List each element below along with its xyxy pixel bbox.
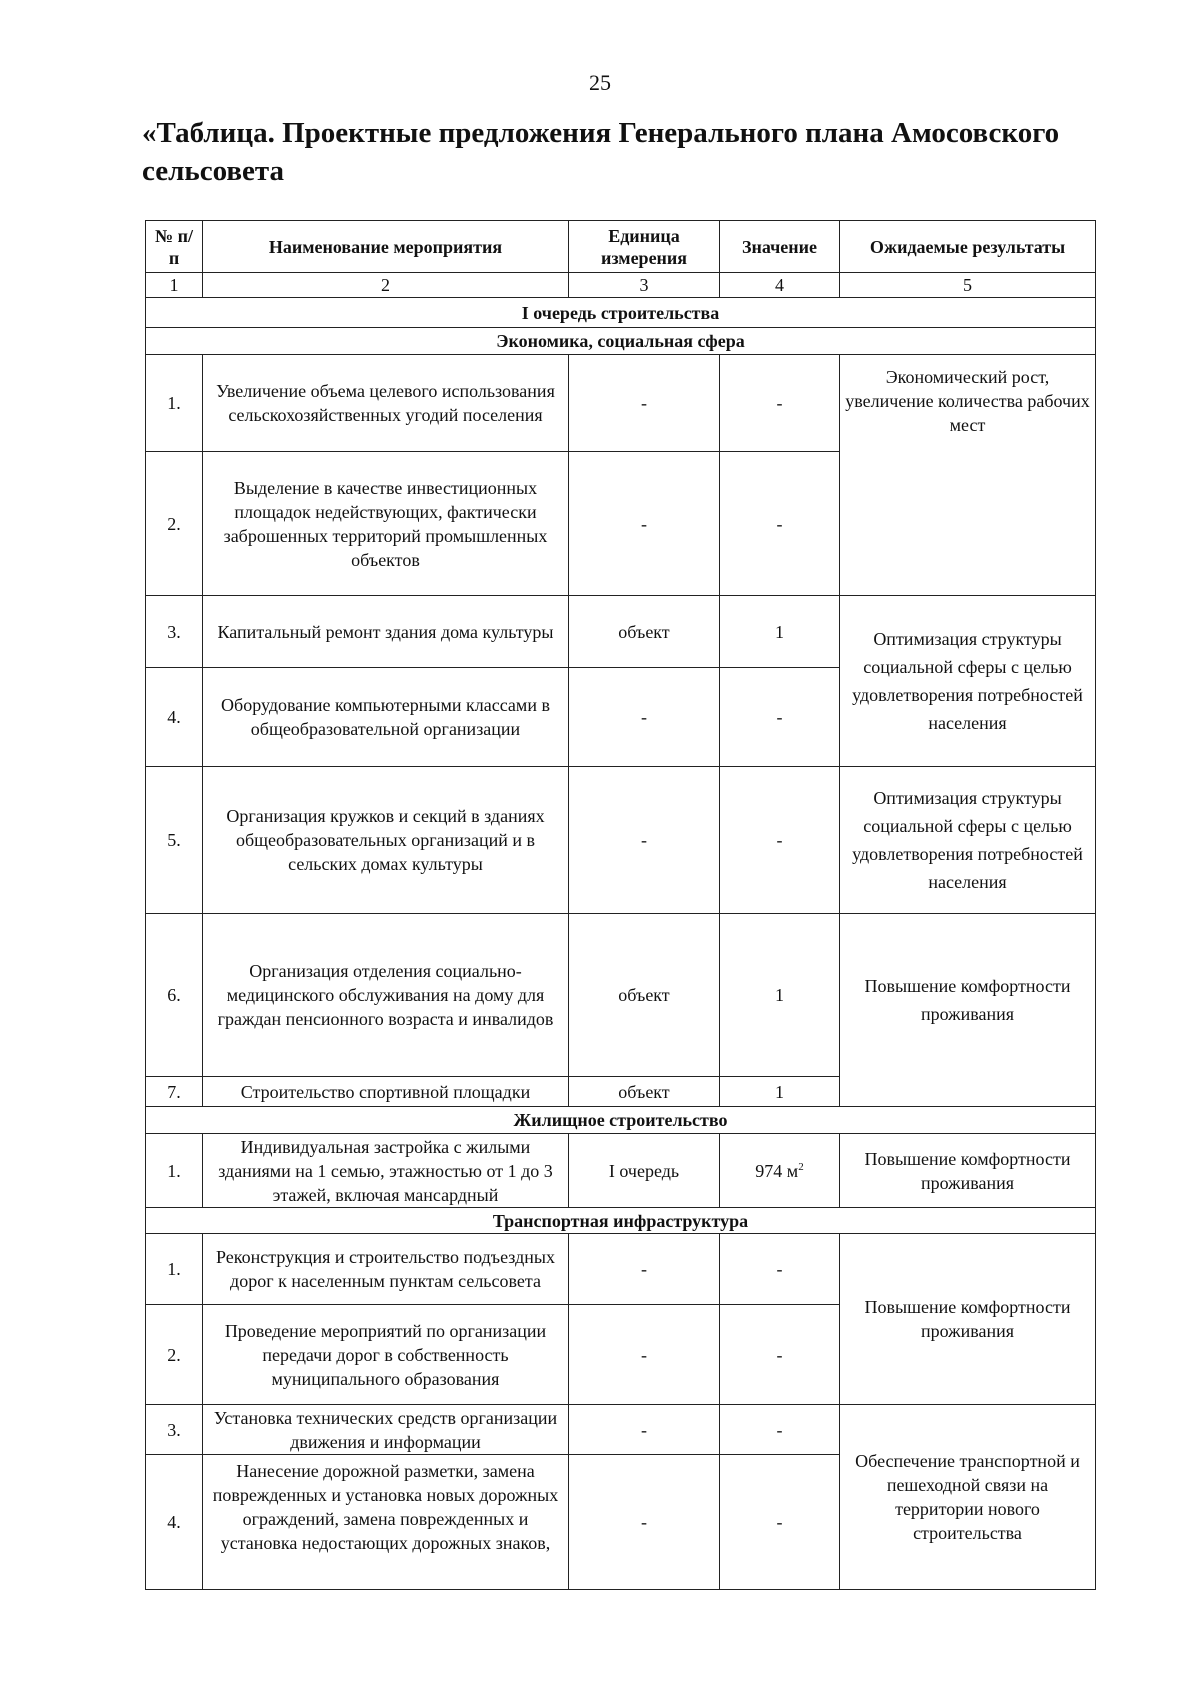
column-number: 1 [146, 273, 203, 298]
column-number: 5 [840, 273, 1096, 298]
row-number: 7. [146, 1077, 203, 1107]
row-unit: - [569, 1234, 720, 1305]
row-name: Установка технических средств организации движения и информации [203, 1405, 569, 1455]
row-result: Повышение комфортности проживания [840, 1134, 1096, 1208]
table-row [146, 1234, 1096, 1305]
row-unit: - [569, 1455, 720, 1590]
row-unit: объект [569, 1077, 720, 1107]
header-value: Значение [720, 221, 840, 273]
table-row [146, 914, 1096, 1077]
row-unit: объект [569, 596, 720, 668]
row-name: Индивидуальная застройка с жилыми зданиями на 1 семью, этажностью от 1 до 3 этажей, включая мансардный [203, 1134, 569, 1208]
row-value: - [720, 1455, 840, 1590]
row-value: 1 [720, 596, 840, 668]
row-number: 4. [146, 1455, 203, 1590]
column-number: 3 [569, 273, 720, 298]
header-name: Наименование мероприятия [203, 221, 569, 273]
row-number: 2. [146, 452, 203, 596]
table-row [146, 767, 1096, 914]
row-unit: - [569, 767, 720, 914]
row-value [720, 1134, 840, 1208]
section-transport: Транспортная инфраструктура [146, 1208, 1096, 1234]
row-unit: - [569, 452, 720, 596]
stage-heading: I очередь строительства [146, 298, 1096, 328]
row-name: Выделение в качестве инвестиционных площадок недействующих, фактически заброшенных территорий промышленных объектов [203, 452, 569, 596]
row-result: Оптимизация структуры социальной сферы с целью удовлетворения потребностей населения [840, 596, 1096, 767]
row-value: - [720, 1305, 840, 1405]
value-superscript: 2 [798, 1160, 804, 1173]
header-number: № п/п [146, 221, 203, 273]
row-value: - [720, 1405, 840, 1455]
row-number: 5. [146, 767, 203, 914]
row-name: Оборудование компьютерными классами в общеобразовательной организации [203, 668, 569, 767]
row-name: Нанесение дорожной разметки, замена поврежденных и установка новых дорожных ограждений, замена поврежденных и установка недостающих дорожных знаков, [203, 1455, 569, 1590]
row-unit: объект [569, 914, 720, 1077]
row-name: Организация отделения социально-медицинского обслуживания на дому для граждан пенсионного возраста и инвалидов [203, 914, 569, 1077]
row-number: 3. [146, 1405, 203, 1455]
section-economy: Экономика, социальная сфера [146, 328, 1096, 355]
row-value: - [720, 668, 840, 767]
column-number: 4 [720, 273, 840, 298]
row-unit: - [569, 1405, 720, 1455]
column-numbers-row [146, 273, 1096, 298]
column-number: 2 [203, 273, 569, 298]
row-result: Экономический рост, увеличение количества рабочих мест [840, 355, 1096, 596]
row-value: - [720, 452, 840, 596]
row-unit: - [569, 668, 720, 767]
row-value: - [720, 1234, 840, 1305]
row-number: 2. [146, 1305, 203, 1405]
proposals-table [145, 220, 1096, 1590]
row-number: 1. [146, 1134, 203, 1208]
row-name: Увеличение объема целевого использования сельскохозяйственных угодий поселения [203, 355, 569, 452]
row-name: Проведение мероприятий по организации передачи дорог в собственность муниципального образования [203, 1305, 569, 1405]
table-row [146, 1405, 1096, 1455]
row-number: 1. [146, 1234, 203, 1305]
row-unit: - [569, 355, 720, 452]
row-unit: I очередь [569, 1134, 720, 1208]
table-row [146, 355, 1096, 452]
header-unit: Единица измерения [569, 221, 720, 273]
table-row [146, 1134, 1096, 1208]
row-name: Реконструкция и строительство подъездных дорог к населенным пунктам сельсовета [203, 1234, 569, 1305]
row-result: Обеспечение транспортной и пешеходной связи на территории нового строительства [840, 1405, 1096, 1590]
row-result: Повышение комфортности проживания [840, 1234, 1096, 1405]
section-housing: Жилищное строительство [146, 1107, 1096, 1134]
row-number: 6. [146, 914, 203, 1077]
document-title: «Таблица. Проектные предложения Генерального плана Амосовского сельсовета [142, 117, 1060, 187]
row-value: 1 [720, 914, 840, 1077]
row-number: 4. [146, 668, 203, 767]
row-unit: - [569, 1305, 720, 1405]
header-row [146, 221, 1096, 273]
row-value: - [720, 355, 840, 452]
row-name: Капитальный ремонт здания дома культуры [203, 596, 569, 668]
row-result: Оптимизация структуры социальной сферы с целью удовлетворения потребностей населения [840, 767, 1096, 914]
row-name: Организация кружков и секций в зданиях общеобразовательных организаций и в сельских домах культуры [203, 767, 569, 914]
row-value: 1 [720, 1077, 840, 1107]
value-text: 974 м [755, 1160, 799, 1181]
row-result: Повышение комфортности проживания [840, 914, 1096, 1107]
row-number: 3. [146, 596, 203, 668]
header-results: Ожидаемые результаты [840, 221, 1096, 273]
table-row [146, 596, 1096, 668]
row-name: Строительство спортивной площадки [203, 1077, 569, 1107]
row-value: - [720, 767, 840, 914]
row-number: 1. [146, 355, 203, 452]
page-number: 25 [589, 70, 611, 95]
